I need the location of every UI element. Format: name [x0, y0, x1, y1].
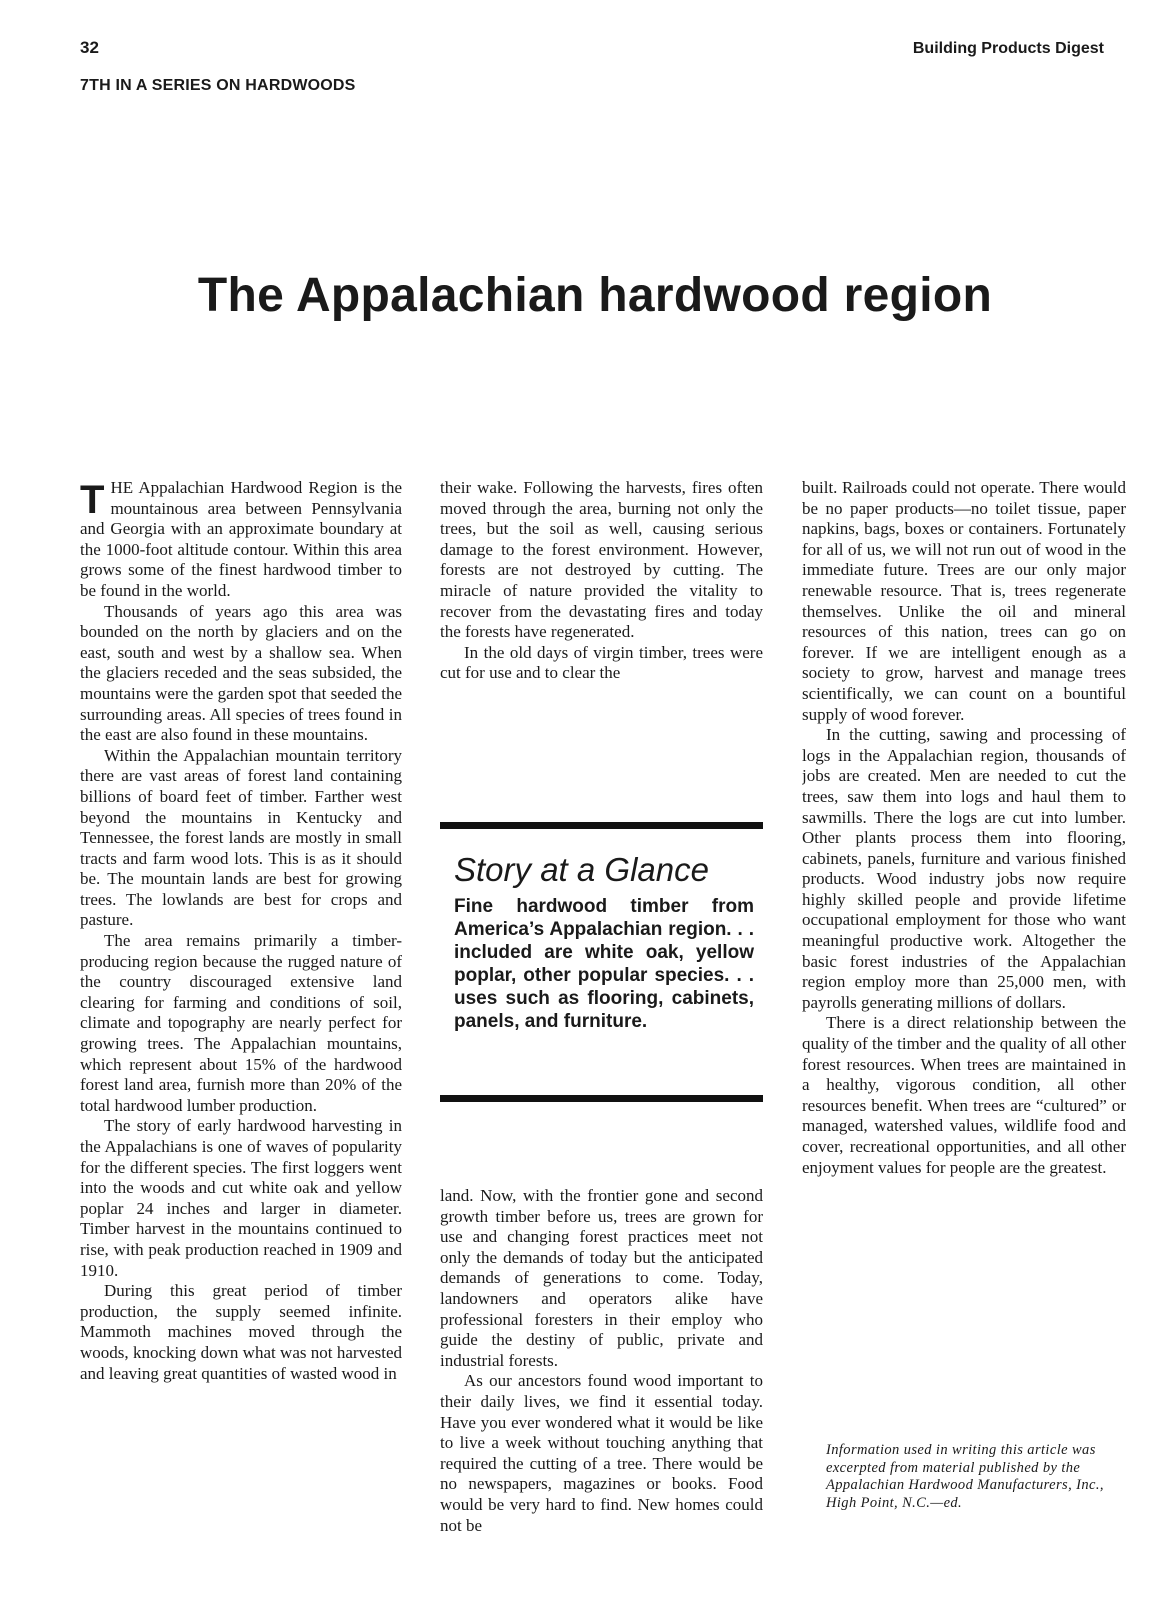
paragraph: Thousands of years ago this area was bounded on the north by glaciers and on the east, south and west by a shallow sea. When the glaciers receded and the seas subsided, the mountains were the garden spot that seeded the surrounding areas. All species of trees found in the east are also found in these mountains.: [80, 601, 402, 745]
glance-top-rule: [440, 822, 763, 829]
glance-summary: Fine hardwood timber from America’s Appalachian region. . . included are white oak, yellow poplar, other popular species. . . uses such as flooring, cabinets, panels, and furniture.: [454, 896, 754, 1032]
paragraph: The story of early hardwood harvesting in the Appalachians is one of waves of popularity for the different species. The first loggers went into the woods and cut white oak and yellow poplar 24 inches and larger in diameter. Timber harvest in the mountains continued to rise, with peak production reached in 1909 and 1910.: [80, 1116, 402, 1280]
article-title: The Appalachian hardwood region: [197, 269, 993, 322]
paragraph: There is a direct relationship between the quality of the timber and the quality of all other forest resources. When trees are maintained in a healthy, vigorous condition, all other resources benefit. When trees are “cultured” or managed, watershed values, wildlife food and cover, recreational opportunities, and all other enjoyment values for people are the greatest.: [802, 1013, 1126, 1177]
article-column-2-bottom: [440, 1186, 763, 1598]
paragraph: their wake. Following the harvests, fires often moved through the area, burning not only the trees, but the soil as well, causing serious damage to the forest environment. However, forests are not destroyed by cutting. The miracle of nature provided the vitality to recover from the devastating fires and today the forests have regenerated.: [440, 478, 763, 642]
glance-bottom-rule: [440, 1095, 763, 1102]
paragraph: In the cutting, sawing and processing of logs in the Appalachian region, thousands of jobs are created. Men are needed to cut the trees, saw them into logs and haul them to sawmills. There the logs are cut into lumber. Other plants process them into flooring, cabinets, panels, furniture and various finished products. Wood industry jobs now require highly skilled people and provide lifetime occupational employment for those who want meaningful productive work. Altogether the basic forest industries of the Appalachian region employ more than 25,000 men, with payrolls generating millions of dollars.: [802, 725, 1126, 1012]
article-column-1: [80, 478, 402, 1598]
paragraph: built. Railroads could not operate. There would be no paper products—no toilet tissue, paper napkins, bags, boxes or containers. Fortunately for all of us, we will not run out of wood in the immediate future. Trees are our only major renewable resource. That is, trees regenerate themselves. Unlike the oil and mineral resources of this nation, trees can go on forever. If we are intelligent enough as a society to grow, harvest and manage trees scientifically, we can count on a bountiful supply of wood forever.: [802, 478, 1126, 724]
publication-name: Building Products Digest: [912, 40, 1104, 57]
paragraph: [80, 478, 402, 602]
page-number: 32: [80, 38, 99, 57]
article-column-2-top: [440, 478, 763, 728]
story-at-a-glance-box: [440, 822, 763, 1102]
series-label: 7TH IN A SERIES ON HARDWOODS: [80, 77, 356, 94]
article-column-3: [802, 478, 1126, 1358]
paragraph: Within the Appalachian mountain territory there are vast areas of forest land containing billions of board feet of timber. Farther west beyond the mountains in Kentucky and Tennessee, the forest lands are mostly in small tracts and farm wood lots. This is as it should be. The mountain lands are best for growing trees. The lowlands are best for crops and pasture.: [80, 745, 402, 930]
drop-cap: T: [80, 478, 105, 522]
paragraph: land. Now, with the frontier gone and second growth timber before us, trees are grown for use and changing forest practices meet not only the demands of today but the anticipated demands of generations to come. Today, landowners and operators alike have professional foresters in their employ who guide the destiny of public, private and industrial forests.: [440, 1186, 763, 1370]
paragraph: The area remains primarily a timber-producing region because the rugged nature of the country discouraged extensive land clearing for farming and conditions of soil, climate and topography are nearly perfect for growing trees. The Appalachian mountains, which represent about 15% of the hardwood forest land area, furnish more than 20% of the total hardwood lumber production.: [80, 931, 402, 1115]
source-credit: Information used in writing this article was excerpted from material published by the Appalachian Hardwood Manufacturers, Inc., High Point, N.C.—ed.: [826, 1442, 1104, 1511]
glance-title: Story at a Glance: [454, 851, 709, 888]
paragraph: As our ancestors found wood important to their daily lives, we find it essential today. Have you ever wondered what it would be like to live a week without touching anything that required the cutting of a tree. There would be no newspapers, magazines or books. Food would be very hard to find. New homes could not be: [440, 1371, 763, 1535]
paragraph-text: HE Appalachian Hardwood Region is the mountainous area between Pennsylvania and Georgia with an approximate boundary at the 1000-foot altitude contour. Within this area grows some of the finest hardwood timber to be found in the world.: [80, 478, 402, 600]
paragraph: During this great period of timber production, the supply seemed infinite. Mammoth machines moved through the woods, knocking down what was not harvested and leaving great quantities of wasted wood in: [80, 1281, 402, 1383]
paragraph: In the old days of virgin timber, trees were cut for use and to clear the: [440, 642, 763, 683]
